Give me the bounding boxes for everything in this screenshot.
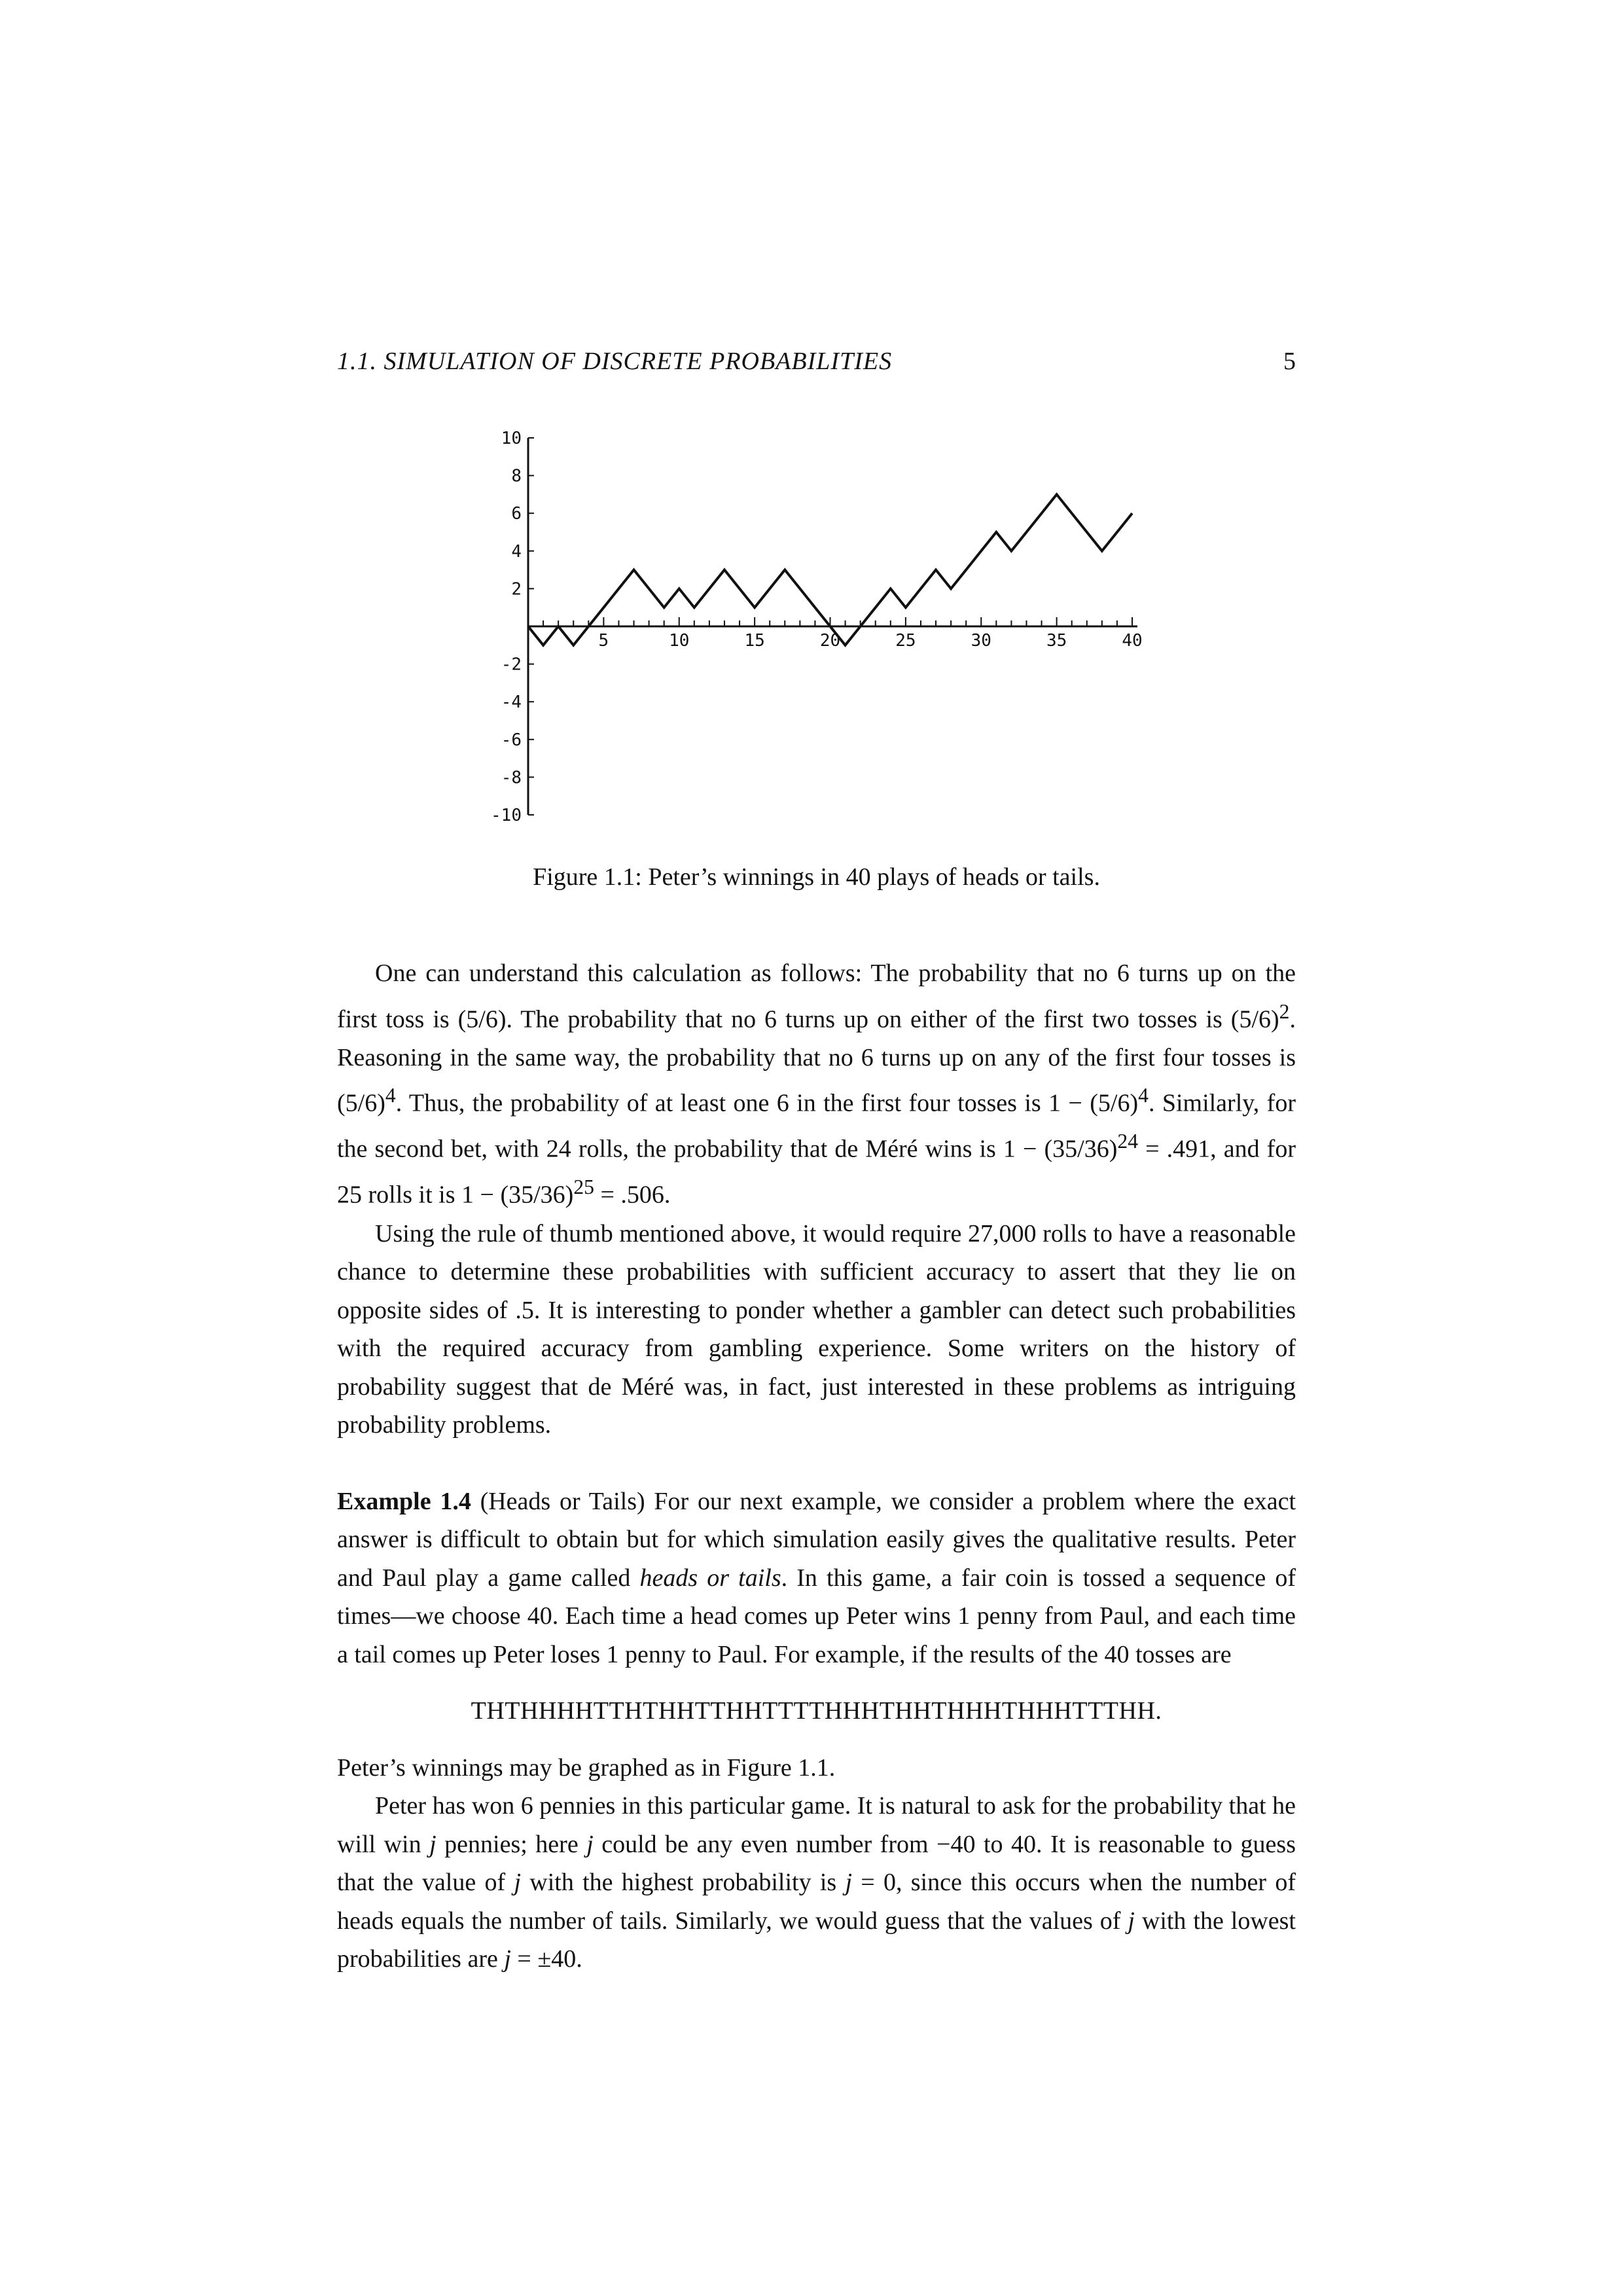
body-text (337, 954, 1296, 1979)
y-tick-label: -6 (501, 730, 522, 750)
y-tick-label: -10 (491, 806, 522, 825)
running-header (337, 347, 1296, 386)
paragraph-probability: Peter has won 6 pennies in this particular game. It is natural to ask for the probability that he will win j pennies; here j could be any even number from −40 to 40. It is reasonable to guess that the value of j with the highest probability is j = 0, since this occurs when the number of heads equals the number of tails. Similarly, we would guess that the values of j with the lowest probabilities are j = ±40. (337, 1792, 1296, 1973)
y-tick-label: 2 (511, 579, 522, 600)
x-tick-label: 40 (1122, 631, 1143, 651)
running-head-title: 1.1. SIMULATION OF DISCRETE PROBABILITIES (337, 348, 893, 375)
paragraph-rule-of-thumb: Using the rule of thumb mentioned above, it would require 27,000 rolls to have a reasonable chance to determine these probabilities with sufficient accuracy to assert that they lie on opposite sides of .5. It is interesting to ponder whether a gambler can detect such probabilities with the required accuracy from gambling experience. Some writers on the history of probability suggest that de Méré was, in fact, just interested in these problems as intriguing probability problems. (337, 1219, 1296, 1439)
x-tick-label: 20 (819, 631, 841, 651)
paragraph-graphed: Peter’s winnings may be graphed as in Figure 1.1. (337, 1753, 836, 1782)
y-tick-label: -8 (501, 768, 522, 788)
x-tick-label: 30 (971, 631, 991, 651)
paragraph-example: Example 1.4 (Heads or Tails) For our next example, we consider a problem where the exact answer is difficult to obtain but for which simulation easily gives the qualitative results. Peter and Paul play a game called heads or tails. In this game, a fair coin is tossed a sequence of times—we choose 40. Each time a head comes up Peter wins 1 penny from Paul, and each time a tail comes up Peter loses 1 penny to Paul. For example, if the results of the 40 tosses are (337, 1487, 1296, 1668)
page-number: 5 (1283, 348, 1296, 375)
x-tick-label: 5 (598, 631, 609, 651)
y-tick-label: 10 (501, 429, 522, 448)
example-label: Example 1.4 (337, 1487, 471, 1515)
y-tick-label: 8 (511, 466, 522, 486)
paragraph-calculation: One can understand this calculation as follows: The probability that no 6 turns up on the first toss is (5/6). The probability that no 6 turns up on either of the first two tosses is $(5/6)^2$. Reasoning in the same way, the probability that no 6 turns up on any of the first four tosses is $(5/6)^4$. Thus, the probability of at least one 6 in the first four tosses is $1 - (5/6)^4$. Similarly, for the second bet, with 24 rolls, the probability that de Méré wins is $1 - (35/36)^{24} = .491$, and for 25 rolls it is $1 - (35/36)^{25} = .506$. (337, 960, 1296, 1210)
x-tick-label: 10 (669, 631, 690, 651)
y-tick-label: 6 (511, 504, 522, 524)
y-tick-label: -4 (501, 692, 522, 713)
y-tick-label: 4 (511, 541, 522, 562)
x-tick-label: 35 (1046, 631, 1067, 651)
x-tick-label: 25 (895, 631, 916, 651)
figure-caption: Figure 1.1: Peter’s winnings in 40 plays of heads or tails. (533, 863, 1100, 891)
winnings-chart (458, 412, 1178, 857)
y-tick-label: -2 (501, 655, 522, 675)
toss-sequence: THTHHHHTTHTHHTTHHTTTTHHHTHHTHHHTHHHTTTHH. (471, 1697, 1162, 1725)
x-tick-label: 15 (744, 631, 765, 651)
